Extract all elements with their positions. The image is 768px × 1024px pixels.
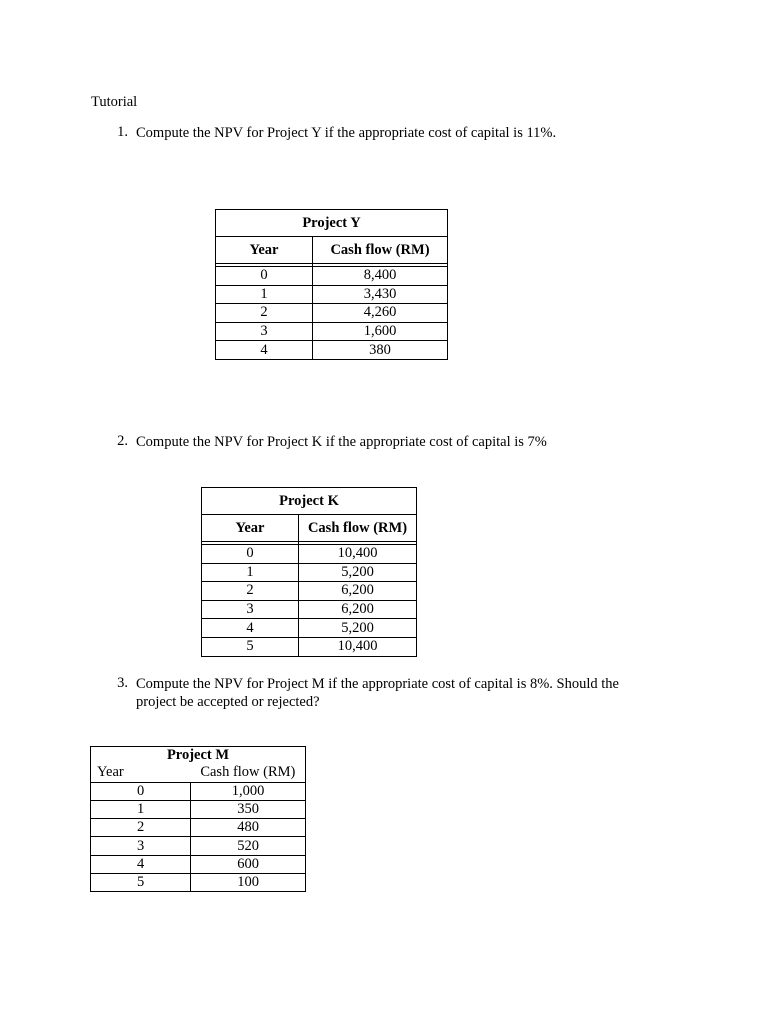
year-cell: 2	[202, 582, 299, 601]
cash-cell: 350	[191, 800, 306, 818]
question-3-text: Compute the NPV for Project M if the appropriate cost of capital is 8%. Should the project be accepted or rejected?	[136, 676, 619, 710]
year-cell: 4	[91, 855, 191, 873]
cash-cell: 520	[191, 837, 306, 855]
cash-cell: 5,200	[299, 619, 417, 638]
year-cell: 3	[91, 837, 191, 855]
table-row	[91, 800, 306, 818]
project-y-table	[215, 209, 448, 360]
cash-cell: 8,400	[313, 267, 448, 286]
cash-cell: 4,260	[313, 304, 448, 323]
table-row	[91, 837, 306, 855]
table-row	[91, 782, 306, 800]
year-cell: 3	[202, 600, 299, 619]
year-cell: 0	[216, 267, 313, 286]
cash-cell: 5,200	[299, 563, 417, 582]
cash-cell: 6,200	[299, 600, 417, 619]
project-y-cash-header: Cash flow (RM)	[313, 237, 448, 264]
year-cell: 5	[202, 637, 299, 656]
question-1-text: Compute the NPV for Project Y if the appropriate cost of capital is 11%.	[136, 125, 557, 141]
year-cell: 2	[216, 304, 313, 323]
cash-cell: 10,400	[299, 545, 417, 564]
table-row	[91, 855, 306, 873]
question-2-text: Compute the NPV for Project K if the appropriate cost of capital is 7%	[136, 434, 547, 450]
project-k-year-header: Year	[202, 515, 299, 542]
year-cell: 4	[202, 619, 299, 638]
question-1-number: 1.	[117, 124, 128, 140]
cash-cell: 600	[191, 855, 306, 873]
year-cell: 2	[91, 819, 191, 837]
table-row	[202, 637, 417, 656]
project-y-title: Project Y	[216, 210, 448, 237]
question-3-number: 3.	[117, 675, 128, 691]
project-m-cash-header: Cash flow (RM)	[191, 764, 306, 782]
cash-cell: 1,600	[313, 322, 448, 341]
year-cell: 1	[202, 563, 299, 582]
project-m-title: Project M	[91, 747, 306, 765]
year-cell: 1	[91, 800, 191, 818]
cash-cell: 3,430	[313, 285, 448, 304]
table-row	[202, 545, 417, 564]
year-cell: 5	[91, 874, 191, 892]
table-row	[216, 322, 448, 341]
year-cell: 0	[202, 545, 299, 564]
year-cell: 1	[216, 285, 313, 304]
year-cell: 3	[216, 322, 313, 341]
cash-cell: 6,200	[299, 582, 417, 601]
project-m-table	[90, 746, 306, 892]
table-row	[216, 267, 448, 286]
table-row	[216, 341, 448, 360]
table-row	[216, 285, 448, 304]
table-row	[91, 819, 306, 837]
cash-cell: 100	[191, 874, 306, 892]
project-k-cash-header: Cash flow (RM)	[299, 515, 417, 542]
table-row	[216, 304, 448, 323]
year-cell: 4	[216, 341, 313, 360]
year-cell: 0	[91, 782, 191, 800]
cash-cell: 1,000	[191, 782, 306, 800]
document-heading: Tutorial	[91, 94, 138, 110]
project-m-year-header: Year	[91, 764, 191, 782]
table-row	[202, 600, 417, 619]
table-row	[202, 582, 417, 601]
cash-cell: 10,400	[299, 637, 417, 656]
project-k-title: Project K	[202, 488, 417, 515]
cash-cell: 380	[313, 341, 448, 360]
table-row	[202, 563, 417, 582]
project-y-year-header: Year	[216, 237, 313, 264]
table-row	[91, 874, 306, 892]
question-2-number: 2.	[117, 433, 128, 449]
table-row	[202, 619, 417, 638]
project-k-table	[201, 487, 417, 657]
cash-cell: 480	[191, 819, 306, 837]
